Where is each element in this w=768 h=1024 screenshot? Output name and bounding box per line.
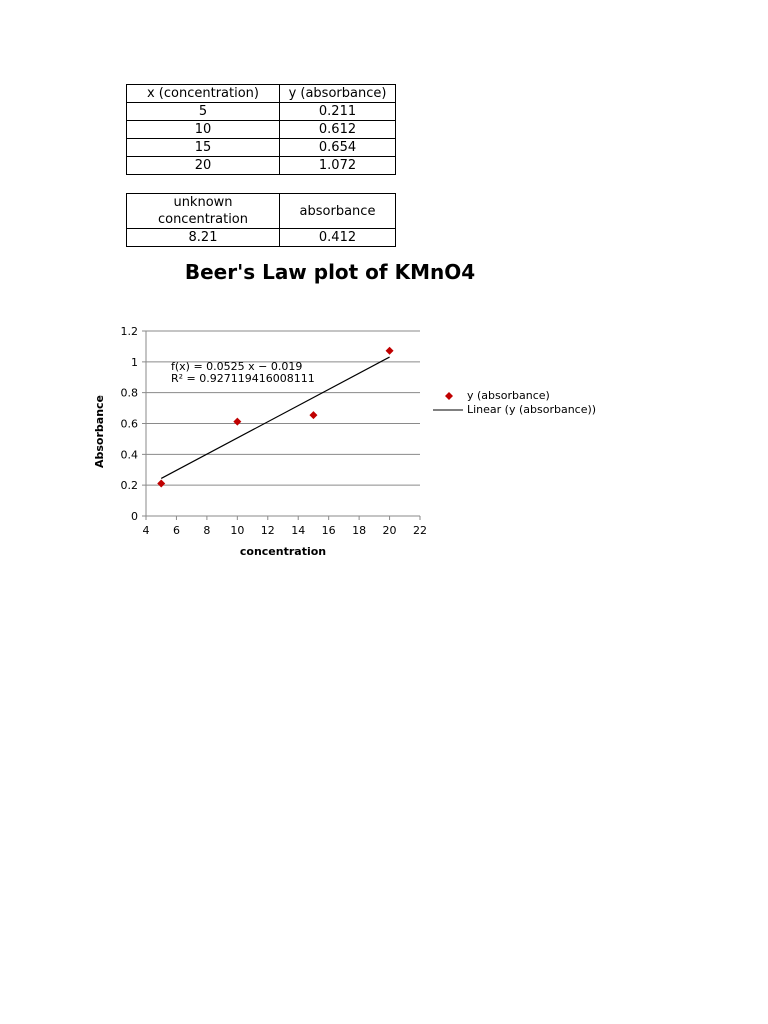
trendline-r2: R² = 0.927119416008111: [171, 372, 315, 385]
y-tick-label: 0.2: [120, 479, 138, 493]
x-tick-label: 20: [382, 524, 397, 537]
table-cell: 15: [127, 139, 280, 157]
table-cell: 10: [127, 121, 280, 139]
y-tick-label: 0.4: [120, 448, 138, 462]
table-cell: 8.21: [127, 229, 280, 247]
y-tick-label: 1.2: [120, 325, 138, 338]
x-tick-label: 12: [260, 524, 275, 537]
y-tick-label: 0.8: [120, 386, 138, 400]
table-cell: 0.654: [280, 139, 396, 157]
x-tick-label: 14: [291, 524, 306, 537]
table-header-cell: x (concentration): [127, 85, 280, 103]
legend-label: Linear (y (absorbance)): [467, 403, 597, 416]
data-point: [309, 411, 317, 419]
table-cell: 1.072: [280, 157, 396, 175]
x-tick-label: 22: [413, 524, 427, 537]
x-tick-label: 18: [352, 524, 367, 537]
x-tick-label: 16: [321, 524, 336, 537]
table-cell: 0.211: [280, 103, 396, 121]
data-point: [386, 347, 394, 355]
data-point: [233, 418, 241, 426]
chart-title: Beer's Law plot of KMnO4: [184, 260, 476, 284]
x-axis-label: concentration: [239, 545, 327, 558]
y-axis-label: Absorbance: [93, 394, 106, 469]
x-tick-label: 4: [142, 524, 150, 537]
trendline-equation: f(x) = 0.0525 x − 0.019: [171, 360, 303, 373]
data-point: [157, 479, 165, 487]
table-header-cell: y (absorbance): [280, 85, 396, 103]
x-tick-label: 6: [172, 524, 180, 537]
legend-marker: [445, 392, 453, 400]
y-tick-label: 1: [131, 355, 138, 369]
table-header-cell: absorbance: [280, 194, 396, 229]
x-tick-label: 8: [203, 524, 211, 537]
table-cell: 0.612: [280, 121, 396, 139]
y-tick-label: 0: [131, 510, 138, 523]
table-cell: 0.412: [280, 229, 396, 247]
y-tick-label: 0.6: [120, 417, 138, 431]
x-tick-label: 10: [230, 524, 245, 537]
table-header-cell: unknown concentration: [127, 194, 280, 229]
legend-label: y (absorbance): [467, 389, 550, 402]
table-cell: 5: [127, 103, 280, 121]
table-cell: 20: [127, 157, 280, 175]
